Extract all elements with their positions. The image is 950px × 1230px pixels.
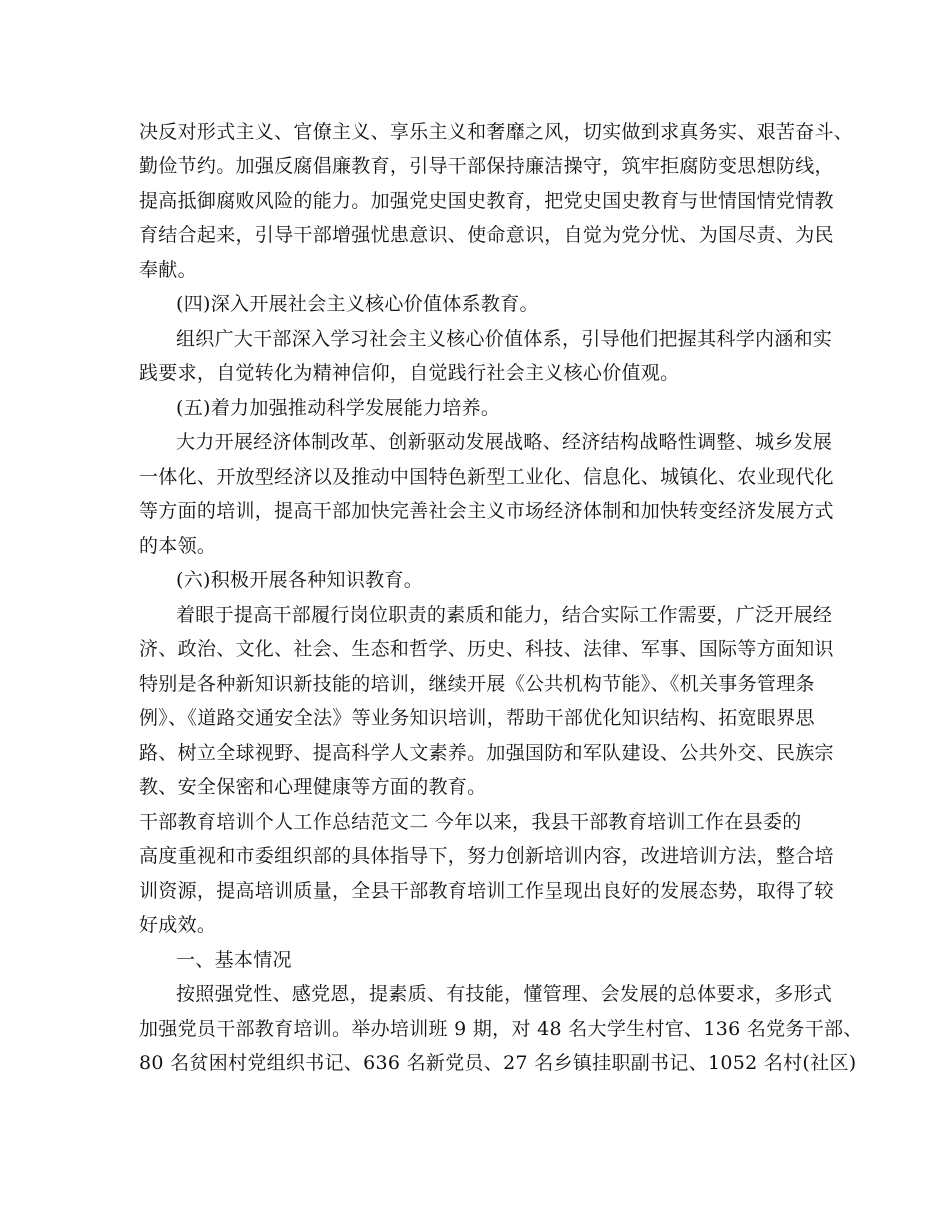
- text-line: 一体化、开放型经济以及推动中国特色新型工业化、信息化、城镇化、农业现代化: [139, 466, 834, 488]
- section-heading: (四)深入开展社会主义核心价值体系教育。: [176, 293, 539, 315]
- text-line: 加强党员干部教育培训。举办培训班 9 期，对 48 名大学生村官、136 名党务干部、: [139, 1018, 863, 1040]
- text-line: 践要求，自觉转化为精神信仰，自觉践行社会主义核心价值观。: [139, 362, 680, 384]
- text-line: 的本领。: [139, 535, 217, 557]
- text-line: 着眼于提高干部履行岗位职责的素质和能力，结合实际工作需要，广泛开展经: [176, 604, 833, 626]
- text-line: 80 名贫困村党组织书记、636 名新党员、27 名乡镇挂职副书记、1052 名村(社区): [139, 1052, 857, 1074]
- text-line: 高度重视和市委组织部的具体指导下，努力创新培训内容，改进培训方法，整合培: [139, 845, 834, 867]
- text-line: 组织广大干部深入学习社会主义核心价值体系，引导他们把握其科学内涵和实: [176, 328, 833, 350]
- text-line: 按照强党性、感党恩，提素质、有技能，懂管理、会发展的总体要求，多形式: [176, 983, 833, 1005]
- section-heading: (五)着力加强推动科学发展能力培养。: [176, 397, 501, 419]
- text-line: 好成效。: [139, 914, 217, 936]
- text-line: 等方面的培训，提高干部加快完善社会主义市场经济体制和加快转变经济发展方式: [139, 500, 834, 522]
- text-line: 训资源，提高培训质量，全县干部教育培训工作呈现出良好的发展态势，取得了较: [139, 880, 834, 902]
- section-heading: 一、基本情况: [176, 949, 292, 971]
- text-line: 提高抵御腐败风险的能力。加强党史国史教育，把党史国史教育与世情国情党情教: [139, 190, 834, 212]
- text-line: 例》、《道路交通安全法》等业务知识培训，帮助干部优化知识结构、拓宽眼界思: [139, 707, 815, 729]
- text-line: 教、安全保密和心理健康等方面的教育。: [139, 776, 487, 798]
- text-line: 济、政治、文化、社会、生态和哲学、历史、科技、法律、军事、国际等方面知识: [139, 638, 834, 660]
- text-line: 干部教育培训个人工作总结范文二 今年以来，我县干部教育培训工作在县委的: [139, 811, 802, 833]
- text-line: 特别是各种新知识新技能的培训，继续开展《公共机构节能》、《机关事务管理条: [139, 673, 815, 695]
- section-heading: (六)积极开展各种知识教育。: [176, 569, 424, 591]
- text-line: 奉献。: [139, 259, 197, 281]
- text-line: 育结合起来，引导干部增强忧患意识、使命意识，自觉为党分忧、为国尽责、为民: [139, 224, 834, 246]
- text-line: 勤俭节约。加强反腐倡廉教育，引导干部保持廉洁操守，筑牢拒腐防变思想防线，: [139, 155, 834, 177]
- text-line: 路、树立全球视野、提高科学人文素养。加强国防和军队建设、公共外交、民族宗: [139, 742, 834, 764]
- text-line: 大力开展经济体制改革、创新驱动发展战略、经济结构战略性调整、城乡发展: [176, 431, 833, 453]
- text-line: 决反对形式主义、官僚主义、享乐主义和奢靡之风，切实做到求真务实、艰苦奋斗、: [139, 121, 854, 143]
